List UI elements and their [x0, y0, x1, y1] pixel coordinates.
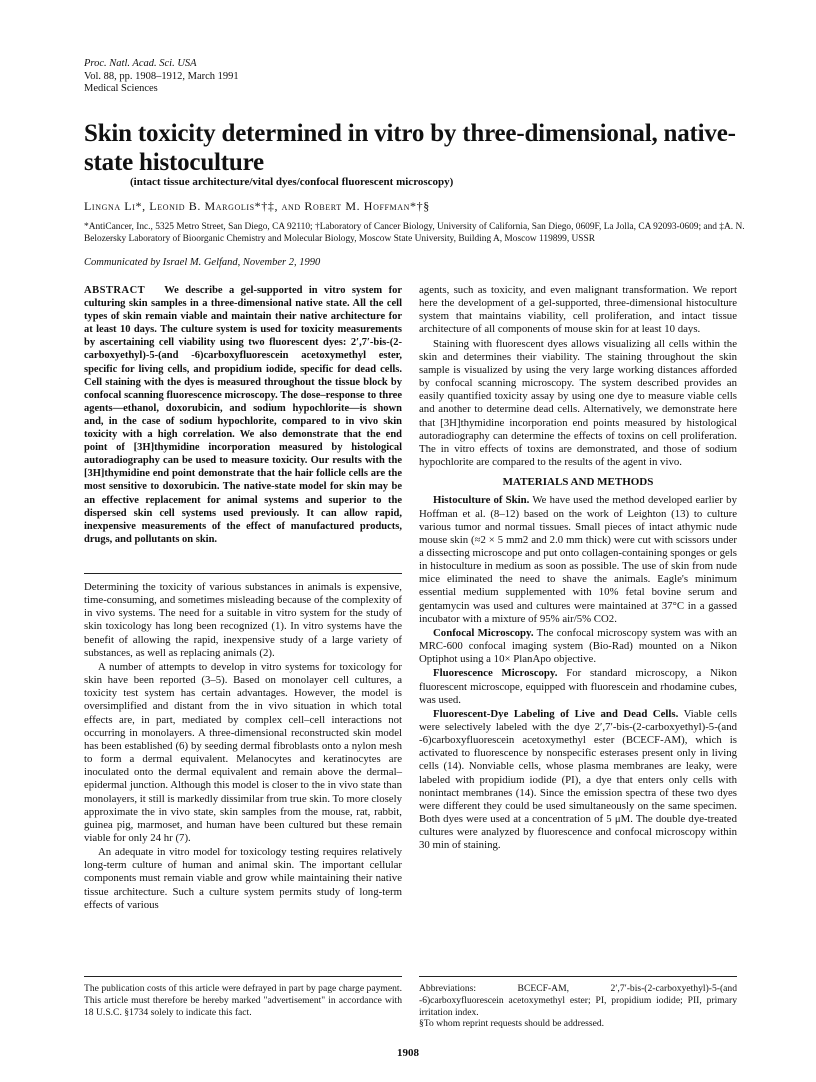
- communicated-by: Communicated by Israel M. Gelfand, November 2, 1990: [84, 257, 321, 268]
- abstract-divider: [84, 573, 402, 574]
- subsection-heading: Histoculture of Skin.: [433, 494, 530, 507]
- authors: Lingna Li*, Leonid B. Margolis*†‡, and Robert M. Hoffman*†§: [84, 199, 430, 213]
- subsection-text: Viable cells were selectively labeled with the dye 2′,7′-bis-(2-carboxyethyl)-5-(and -6)carboxyfluorescein acetoxymethyl ester (BCECF-AM), which is activated to fluorescence by nonspecific esterases present only in living cells (14). Nonviable cells, whose plasma membranes are leaky, were labeled with propidium iodide (PI), a dye that enters only cells with nonintact membranes (14). Since the emission spectra of these two dyes were different they could be used simultaneously on the same specimen. Both dyes were used at a concentration of 5 μM. The double dye-treated cultures were analyzed by fluorescence and confocal microscopy within 30 min of staining.: [419, 707, 737, 852]
- right-column-body: [419, 284, 737, 854]
- abbreviations-note: Abbreviations: BCECF-AM, 2′,7′-bis-(2-carboxyethyl)-5-(and -6)carboxyfluorescein acetoxymethyl ester; PI, propidium iodide; PII, primary irritation index.: [419, 983, 737, 1018]
- section-heading: MATERIALS AND METHODS: [502, 476, 654, 489]
- publication-cost-note: The publication costs of this article were defrayed in part by page charge payment. This article must therefore be hereby marked "advertisement" in accordance with 18 U.S.C. §1734 solely to indicate this fact.: [84, 983, 402, 1018]
- subsection-paragraph: [419, 494, 737, 626]
- page-number: 1908: [397, 1047, 419, 1059]
- paragraph: Determining the toxicity of various substances in animals is expensive, time-consuming, and sometimes misleading because of the complexity of in vivo systems. The need for a suitable in vitro system for the study of skin toxicology has long been recognized (1). In vitro systems have the benefit of allowing the rapid, inexpensive study of a large variety of substances, as well as replacing animals (2).: [84, 581, 402, 659]
- journal-section: Medical Sciences: [84, 83, 158, 94]
- footnotes: [419, 983, 737, 1030]
- reprint-note: §To whom reprint requests should be addressed.: [419, 1018, 605, 1030]
- journal-name: Proc. Natl. Acad. Sci. USA: [84, 58, 197, 69]
- subsection-text: The confocal microscopy system was with an MRC-600 confocal imaging system (Bio-Rad) mounted on a Nikon Optiphot using a 10× PlanApo objective.: [419, 626, 737, 666]
- footnote-divider-right: [419, 976, 737, 977]
- subsection-paragraph: [419, 627, 737, 666]
- left-column-body: [84, 581, 402, 913]
- subsection-text: For standard microscopy, a Nikon fluorescent microscope, equipped with fluorescein and rhodamine cubes, was used.: [419, 667, 738, 706]
- paragraph: An adequate in vitro model for toxicology testing requires relatively long-term culture of human and animal skin. The important cellular components must remain viable and grow while maintaining their native tissue architecture. Such a culture system permits study of long-term effects of various: [84, 846, 402, 911]
- subsection-paragraph: [419, 708, 737, 853]
- subsection-text: We have used the method developed earlier by Hoffman et al. (8–12) based on the work of Leighton (13) to culture various tumor and normal tissues. Small pieces of intact athymic nude mouse skin (≈2 × 5 mm2 and 2.0 mm thick) were cut with scissors under a dissecting microscope and put onto collagen-containing sponges or gels in histoculture in medium as soon as possible. The use of skin from nude mice eliminated the need to shave the animals. Eagle's minimum essential medium supplemented with 10% fetal bovine serum and gentamycin was used and cultures were maintained at 37°C in a gassed incubator with a mixture of 95% air/5% CO2.: [419, 494, 737, 625]
- abstract-label: ABSTRACT: [84, 285, 146, 296]
- paragraph: Staining with fluorescent dyes allows visualizing all cells within the skin and determines their viability. The staining throughout the skin sample is visualized by using the very large working distances afforded by confocal scanning microscopy. The system described provides an easily quantified toxicity assay by using one dye to measure viable cells and another to determine dead cells. Alternatively, we demonstrate here that [3H]thymidine incorporation end points measured by histological autoradiography can determine the effects of toxins on cell proliferation. The in vitro effects of toxins are demonstrated, and those of sodium hypochlorite are compared to the results of the agent in vivo.: [419, 337, 737, 469]
- footnote-divider-left: [84, 976, 402, 977]
- journal-header: [84, 58, 239, 96]
- abstract: [84, 284, 402, 546]
- journal-volume: Vol. 88, pp. 1908–1912, March 1991: [84, 70, 239, 82]
- paragraph: A number of attempts to develop in vitro systems for toxicology for skin have been reported (3–5). Based on monolayer cell cultures, a toxicity test system has certain advantages. However, the model is oversimplified and distant from the in vivo situation in which total effects are, in part, mediated by complex cell–cell interactions not occurring in monolayers. A three-dimensional reconstructed skin model has been established (6) by seeding dermal fibroblasts onto a nylon mesh to form a dermal equivalent. Melanocytes and keratinocytes are inoculated onto the dermal equivalent and remain above the dermal–epidermal junction. Although this model is closer to the in vivo state than monolayers, it still is markedly dissimilar from true skin. To more closely approximate the in vivo state, skin samples from the mouse, rat, rabbit, guinea pig, marmoset, and human have been cultured but these remain viable for only 24 hr (7).: [84, 660, 402, 844]
- keywords: (intact tissue architecture/vital dyes/confocal fluorescent microscopy): [130, 176, 454, 188]
- subsection-heading: Fluorescent-Dye Labeling of Live and Dead Cells.: [433, 707, 679, 720]
- subsection-paragraph: [419, 667, 737, 706]
- affiliation: *AntiCancer, Inc., 5325 Metro Street, San Diego, CA 92110; †Laboratory of Cancer Biology, University of California, San Diego, 0609F, La Jolla, CA 92093-0609; and ‡A. N. Belozersky Laboratory of Bioorganic Chemistry and Molecular Biology, Moscow State University, Building A, Moscow 119899, USSR: [84, 222, 745, 244]
- subsection-heading: Confocal Microscopy.: [433, 626, 534, 639]
- subsection-heading: Fluorescence Microscopy.: [433, 667, 558, 680]
- paragraph: agents, such as toxicity, and even malignant transformation. We report here the development of a gel-supported, three-dimensional histoculture system that maintains viability, cell proliferation, and intact tissue architecture of all components of mouse skin for at least 10 days.: [419, 284, 737, 336]
- article-title: Skin toxicity determined in vitro by three-dimensional, native-state histoculture: [84, 120, 736, 176]
- abstract-text: We describe a gel-supported in vitro system for culturing skin samples in a three-dimensional native state. All the cell types of skin remain viable and maintain their native architecture for at least 10 days. The culture system is used for toxicity measurements by ascertaining cell viability using two fluorescent dyes: 2′,7′-bis-(2-carboxyethyl)-5-(and -6)carboxyfluorescein acetoxymethyl ester, specific for living cells, and propidium iodide, specific for dead cells. Cell staining with the dyes is measured throughout the tissue block by confocal scanning fluorescence microscopy. The dose–response to three agents—ethanol, doxorubicin, and sodium hypochlorite—is shown and, in the case of sodium hypochlorite, compared to in vivo skin toxicity with a high correlation. We also demonstrate that the end point of [3H]thymidine incorporation measured by histological autoradiography can be used to measure toxicity. Our results with the [3H]thymidine end point demonstrate that the hair follicle cells are the most sensitive to doxorubicin. The native-state model for skin may be an effective replacement for animal systems and superior to the dispersed skin cell systems used previously. It can allow rapid, inexpensive measurements of the effect of manufactured products, drugs, and pollutants on skin.: [84, 285, 403, 545]
